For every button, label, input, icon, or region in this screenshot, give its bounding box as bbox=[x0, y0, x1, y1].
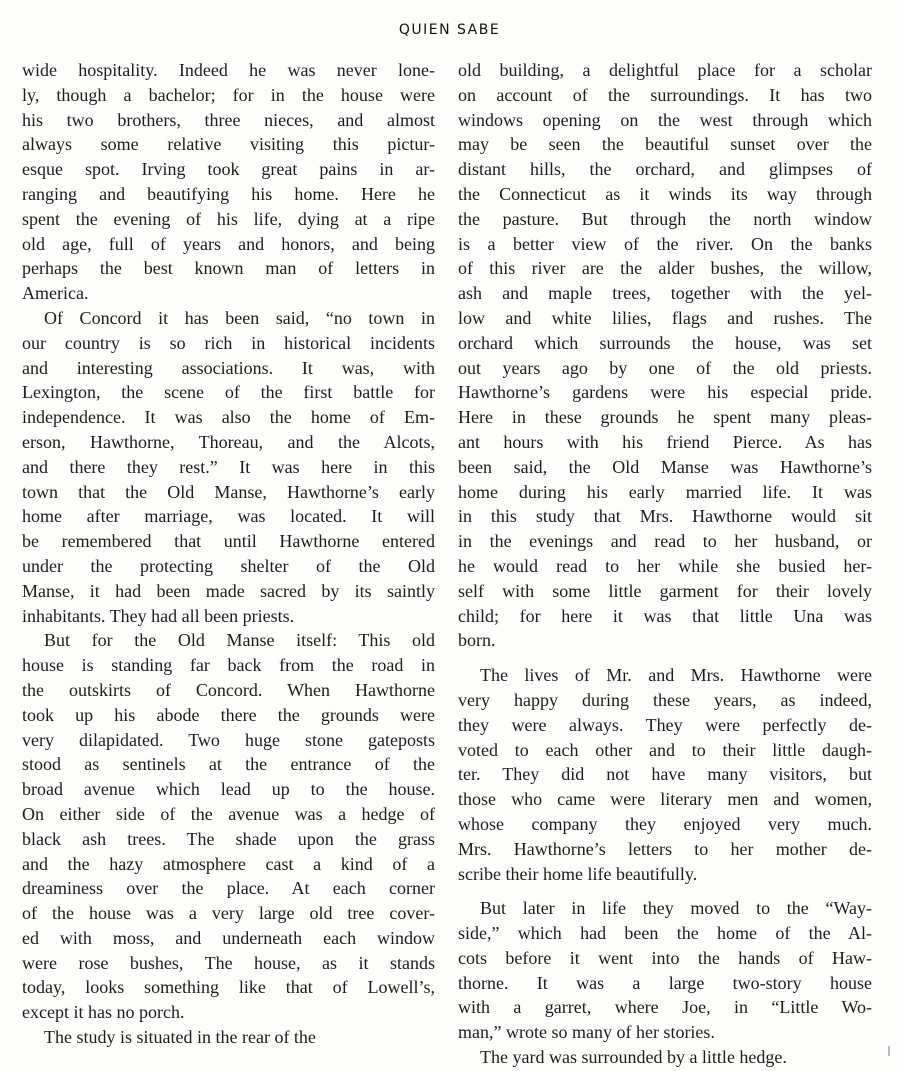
text-line: and interesting associations. It was, with bbox=[22, 357, 435, 378]
text-line: his two brothers, three nieces, and almost bbox=[22, 109, 435, 130]
text-line: distant hills, the orchard, and glimpses of bbox=[458, 159, 872, 180]
text-line: today, looks something like that of Lowell’s, bbox=[22, 977, 435, 998]
text-line: black ash trees. The shade upon the grass bbox=[22, 828, 435, 849]
text-line: America. bbox=[22, 283, 89, 304]
text-line: thorne. It was a large two-story house bbox=[458, 972, 872, 993]
text-line: voted to each other and to their little daugh- bbox=[458, 739, 872, 760]
text-line: ly, though a bachelor; for in the house were bbox=[22, 84, 435, 105]
paragraph bbox=[458, 896, 872, 1045]
text-line: home during his early married life. It was bbox=[458, 481, 872, 502]
text-line: is a better view of the river. On the banks bbox=[458, 233, 872, 254]
text-line: Here in these grounds he spent many pleas- bbox=[458, 407, 872, 428]
text-line: man,” wrote so many of her stories. bbox=[458, 1022, 715, 1043]
text-line: with a garret, where Joe, in “Little Wo- bbox=[458, 997, 872, 1018]
text-line: they were always. They were perfectly de- bbox=[458, 714, 872, 735]
text-line: Manse, it had been made sacred by its saintly bbox=[22, 580, 435, 601]
text-line: Mrs. Hawthorne’s letters to her mother de- bbox=[458, 838, 872, 859]
running-header: QUIEN SABE bbox=[398, 22, 501, 38]
paragraph bbox=[22, 306, 435, 628]
text-line: town that the Old Manse, Hawthorne’s early bbox=[22, 481, 435, 502]
margin-mark bbox=[888, 1046, 890, 1056]
text-line: ed with moss, and underneath each window bbox=[22, 927, 435, 948]
paragraph bbox=[458, 58, 872, 653]
text-line: ant hours with his friend Pierce. As has bbox=[458, 431, 872, 452]
text-line: in this study that Mrs. Hawthorne would sit bbox=[458, 506, 872, 527]
text-line: home after marriage, was located. It will bbox=[22, 506, 435, 527]
text-line: of the house was a very large old tree cover- bbox=[22, 903, 435, 924]
text-line: The study is situated in the rear of the bbox=[44, 1027, 316, 1048]
text-line: of this river are the alder bushes, the willow, bbox=[458, 258, 872, 279]
left-column bbox=[22, 58, 435, 1050]
text-line: and there they rest.” It was here in this bbox=[22, 456, 435, 477]
text-line: But later in life they moved to the “Way- bbox=[480, 898, 872, 919]
text-line: our country is so rich in historical incidents bbox=[22, 332, 435, 353]
text-line: independence. It was also the home of Em- bbox=[22, 407, 435, 428]
text-line: be remembered that until Hawthorne entered bbox=[22, 531, 435, 552]
text-line: born. bbox=[458, 630, 496, 651]
text-line: the outskirts of Concord. When Hawthorne bbox=[22, 679, 435, 700]
text-line: under the protecting shelter of the Old bbox=[22, 555, 435, 576]
text-line: he would read to her while she busied her- bbox=[458, 555, 872, 576]
text-line: erson, Hawthorne, Thoreau, and the Alcots, bbox=[22, 431, 435, 452]
text-line: Of Concord it has been said, “no town in bbox=[44, 307, 435, 328]
text-line: always some relative visiting this pictur- bbox=[22, 134, 435, 155]
text-line: But for the Old Manse itself: This old bbox=[44, 630, 435, 651]
text-line: been said, the Old Manse was Hawthorne’s bbox=[458, 456, 872, 477]
text-line: Lexington, the scene of the first battle for bbox=[22, 382, 435, 403]
text-line: very dilapidated. Two huge stone gateposts bbox=[22, 729, 435, 750]
text-line: the Connecticut as it winds its way through bbox=[458, 183, 872, 204]
text-line: scribe their home life beautifully. bbox=[458, 863, 698, 884]
text-line: self with some little garment for their lovely bbox=[458, 580, 872, 601]
paragraph bbox=[22, 58, 435, 306]
text-line: in the evenings and read to her husband, or bbox=[458, 531, 872, 552]
text-line: stood as sentinels at the entrance of the bbox=[22, 754, 435, 775]
text-line: old age, full of years and honors, and being bbox=[22, 233, 435, 254]
text-line: whose company they enjoyed very much. bbox=[458, 813, 872, 834]
text-line: orchard which surrounds the house, was set bbox=[458, 332, 872, 353]
text-line: house is standing far back from the road in bbox=[22, 655, 435, 676]
text-line: the pasture. But through the north window bbox=[458, 208, 872, 229]
text-line: The yard was surrounded by a little hedge. bbox=[480, 1047, 787, 1068]
text-line: those who came were literary men and women, bbox=[458, 789, 872, 810]
text-line: On either side of the avenue was a hedge of bbox=[22, 803, 435, 824]
text-line: dreaminess over the place. At each corner bbox=[22, 878, 435, 899]
text-line: side,” which had been the home of the Al- bbox=[458, 923, 872, 944]
text-line: may be seen the beautiful sunset over the bbox=[458, 134, 872, 155]
text-line: ranging and beautifying his home. Here he bbox=[22, 183, 435, 204]
text-line: out years ago by one of the old priests. bbox=[458, 357, 872, 378]
paragraph bbox=[22, 1025, 435, 1050]
text-line: ter. They did not have many visitors, but bbox=[458, 764, 872, 785]
text-line: broad avenue which lead up to the house. bbox=[22, 779, 435, 800]
text-line: cots before it went into the hands of Haw- bbox=[458, 947, 872, 968]
text-line: on account of the surroundings. It has two bbox=[458, 84, 872, 105]
text-line: wide hospitality. Indeed he was never lone- bbox=[22, 60, 435, 80]
text-line: inhabitants. They had all been priests. bbox=[22, 605, 295, 626]
text-line: very happy during these years, as indeed, bbox=[458, 689, 872, 710]
text-line: Hawthorne’s gardens were his especial pride. bbox=[458, 382, 872, 403]
text-line: ash and maple trees, together with the yel- bbox=[458, 283, 872, 304]
text-line: spent the evening of his life, dying at a ripe bbox=[22, 208, 435, 229]
paragraph bbox=[458, 663, 872, 886]
text-line: were rose bushes, The house, as it stands bbox=[22, 952, 435, 973]
text-line: and the hazy atmosphere cast a kind of a bbox=[22, 853, 435, 874]
text-line: old building, a delightful place for a scholar bbox=[458, 60, 872, 80]
text-line: except it has no porch. bbox=[22, 1002, 185, 1023]
text-line: took up his abode there the grounds were bbox=[22, 704, 435, 725]
right-column bbox=[458, 58, 872, 1070]
text-line: perhaps the best known man of letters in bbox=[22, 258, 435, 279]
text-line: low and white lilies, flags and rushes. The bbox=[458, 307, 872, 328]
paragraph bbox=[22, 628, 435, 1025]
text-line: esque spot. Irving took great pains in ar- bbox=[22, 159, 435, 180]
text-line: The lives of Mr. and Mrs. Hawthorne were bbox=[480, 665, 872, 686]
paragraph bbox=[458, 1045, 872, 1070]
text-line: child; for here it was that little Una was bbox=[458, 605, 872, 626]
text-line: windows opening on the west through which bbox=[458, 109, 872, 130]
